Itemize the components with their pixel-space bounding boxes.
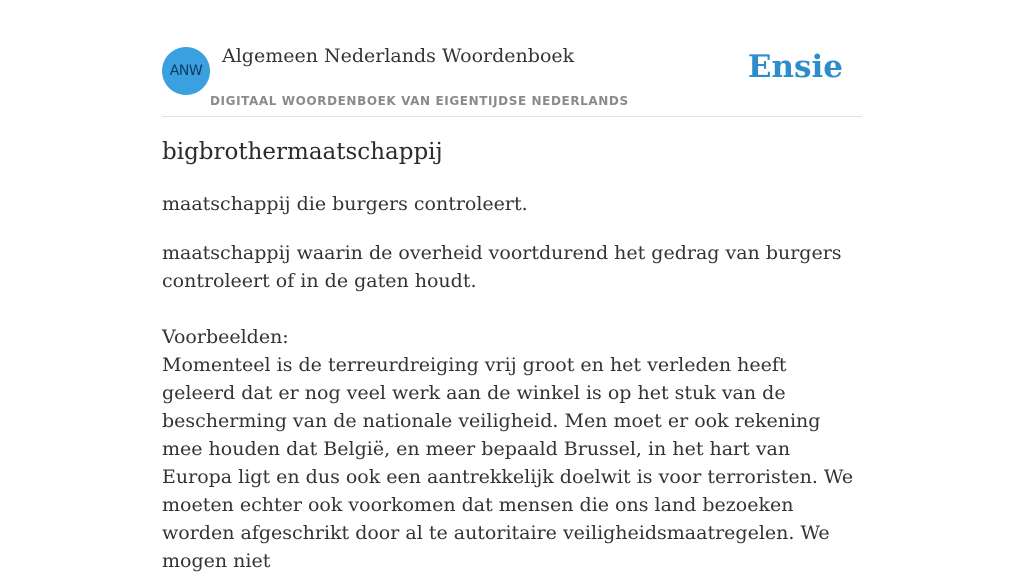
definition-body [162, 239, 864, 575]
spacer [162, 295, 864, 323]
examples-label: Voorbeelden: [162, 326, 289, 348]
example-text: Momenteel is de terreurdreiging vrij groot en het verleden heeft geleerd dat er nog veel werk aan de winkel is op het stuk van de bescherming van de nationale veiligheid. Men moet er ook rekening mee houden dat België, en meer bepaald Brussel, in het hart van Europa ligt en dus ook een aantrekkelijk doelwit is voor terroristen. We moeten echter ook voorkomen dat mensen die ons land bezoeken worden afgeschrikt door al te autoritaire veiligheidsmaatregelen. We mogen niet [162, 354, 854, 572]
long-definition: maatschappij waarin de overheid voortdurend het gedrag van burgers controleert of in de gaten houdt. [162, 242, 842, 292]
site-title[interactable]: Algemeen Nederlands Woordenboek [222, 45, 575, 67]
entry-headword: bigbrothermaatschappij [162, 139, 443, 165]
anw-logo[interactable]: ANW [162, 47, 210, 95]
site-header [162, 0, 862, 117]
ensie-brand-link[interactable]: Ensie [747, 49, 843, 85]
short-definition: maatschappij die burgers controleert. [162, 193, 528, 215]
page [162, 0, 862, 572]
site-subtitle: DIGITAAL WOORDENBOEK VAN EIGENTIJDSE NEDERLANDS [210, 94, 629, 108]
